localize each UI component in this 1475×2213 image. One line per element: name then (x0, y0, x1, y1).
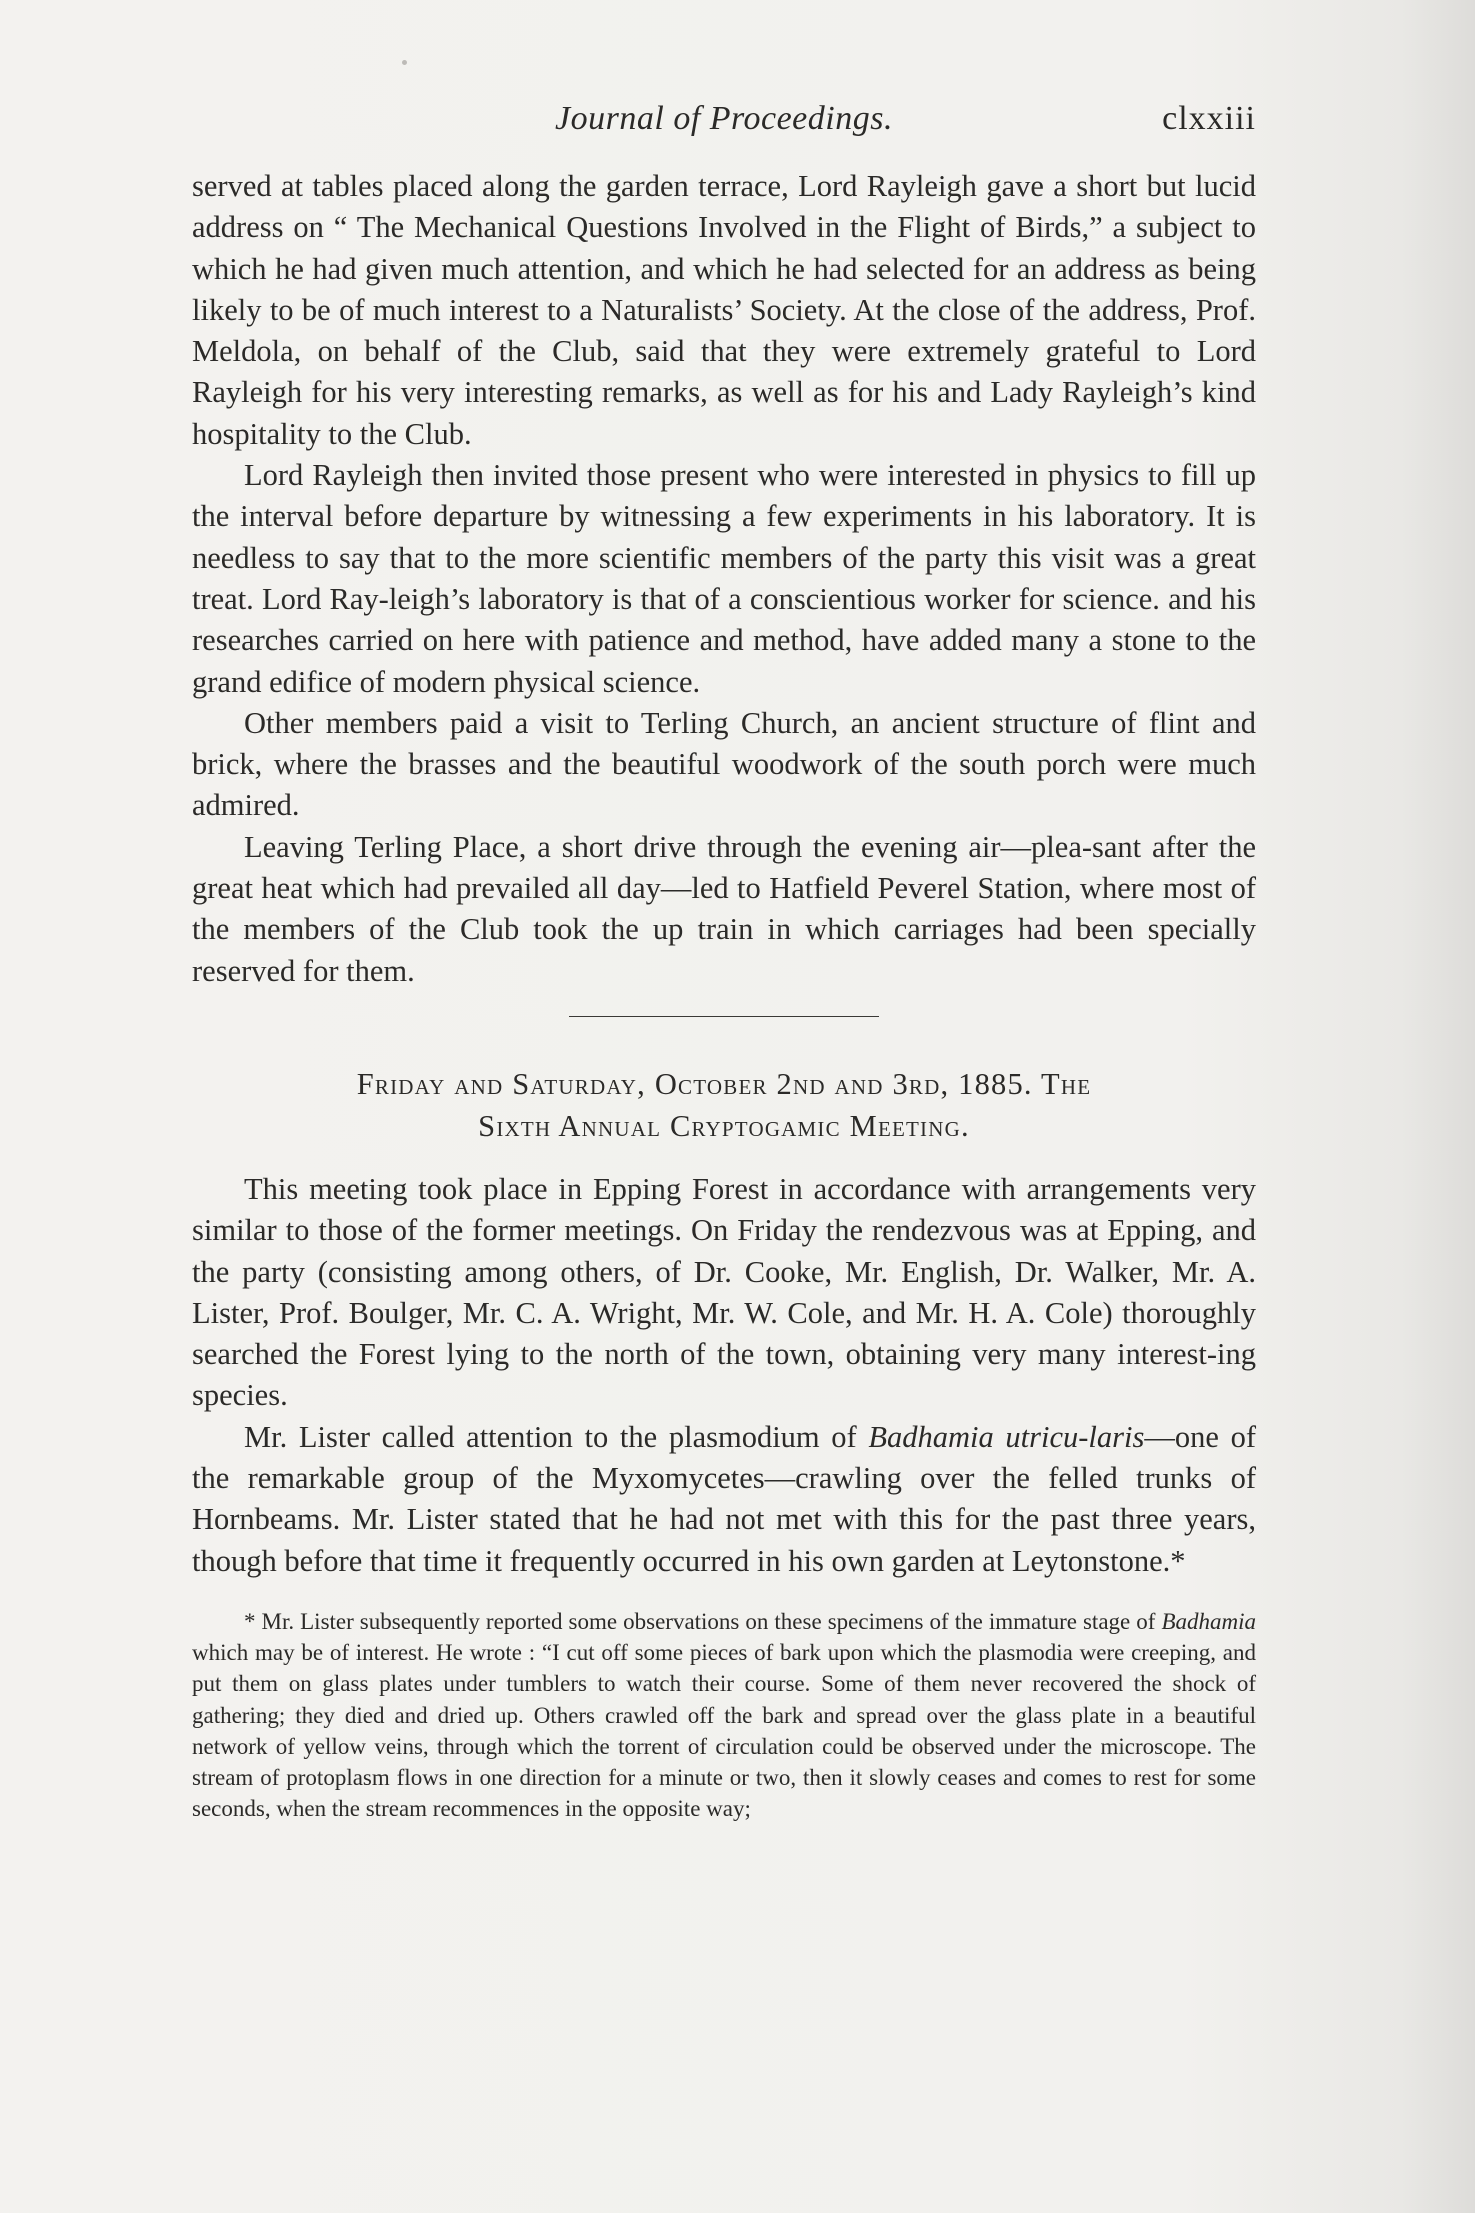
footnote-text: * Mr. Lister subsequently reported some observations on these specimens of the immature stage of (244, 1608, 1162, 1634)
footnote-text: which may be of interest. He wrote : “I cut off some pieces of bark upon which the plasmodia were creeping, and put them on glass plates under tumblers to watch their course. Some of them never recovered the shock of gathering; they died and dried up. Others crawled off the bark and spread over the glass plate in a beautiful network of yellow veins, through which the torrent of circulation could be observed under the microscope. The stream of protoplasm flows in one direction for a minute or two, then it slowly ceases and comes to rest for some seconds, when the stream recommences in the opposite way; (192, 1640, 1256, 1822)
paragraph: This meeting took place in Epping Forest in accordance with arrangements very similar to those of the former meetings. On Friday the rendezvous was at Epping, and the party (consisting among others, of Dr. Cooke, Mr. English, Dr. Walker, Mr. A. Lister, Prof. Boulger, Mr. C. A. Wright, Mr. W. Cole, and Mr. H. A. Cole) thoroughly searched the Forest lying to the north of the town, obtaining very many interest-ing species. (192, 1171, 1256, 1413)
paragraph: Other members paid a visit to Terling Church, an ancient structure of flint and brick, where the brasses and the beautiful woodwork of the south porch were much admired. (192, 705, 1256, 823)
paragraph-text: Mr. Lister called attention to the plasmodium of (244, 1419, 869, 1454)
running-title: Journal of Proceedings. (555, 100, 893, 137)
paragraph: Lord Rayleigh then invited those present who were interested in physics to fill up the interval before departure by witnessing a few experiments in his laboratory. It is needless to say that to the more scientific members of the party this visit was a great treat. Lord Ray-leigh’s laboratory is that of a conscientious worker for science. and his researches carried on here with patience and method, have added many a stone to the grand edifice of modern physical science. (192, 458, 1256, 699)
paragraph (192, 1417, 1256, 1582)
section-divider (569, 1016, 879, 1017)
section-heading (192, 1063, 1256, 1147)
paper-speck (402, 60, 407, 65)
species-name: Badhamia utricu-laris (868, 1419, 1145, 1454)
section-heading-line: Friday and Saturday, October 2nd and 3rd, 1885. The (356, 1066, 1092, 1101)
footnote (192, 1606, 1256, 1824)
paragraph: Leaving Terling Place, a short drive through the evening air—plea-sant after the great heat which had prevailed all day—led to Hatfield Peverel Station, where most of the members of the Club took the up train in which carriages had been specially reserved for them. (192, 829, 1256, 988)
main-text (192, 166, 1256, 1824)
page-number: clxxiii (1162, 100, 1256, 137)
section-heading-line: Sixth Annual Cryptogamic Meeting. (478, 1108, 970, 1143)
paragraph: served at tables placed along the garden terrace, Lord Rayleigh gave a short but lucid address on “ The Mechanical Questions Involved in the Flight of Birds,” a subject to which he had given much attention, and which he had selected for an address as being likely to be of much interest to a Naturalists’ Society. At the close of the address, Prof. Meldola, on behalf of the Club, said that they were extremely grateful to Lord Rayleigh for his very interesting remarks, as well as for his and Lady Rayleigh’s kind hospitality to the Club. (192, 169, 1256, 451)
running-header (192, 100, 1256, 150)
paragraph-text: —one of the remarkable group of the Myxomycetes—crawling over the felled trunks of Hornbeams. Mr. Lister stated that he had not met with this for the past three years, though before that time it frequently occurred in his own garden at Leytonstone.* (192, 1419, 1256, 1578)
species-name: Badhamia (1161, 1608, 1256, 1634)
